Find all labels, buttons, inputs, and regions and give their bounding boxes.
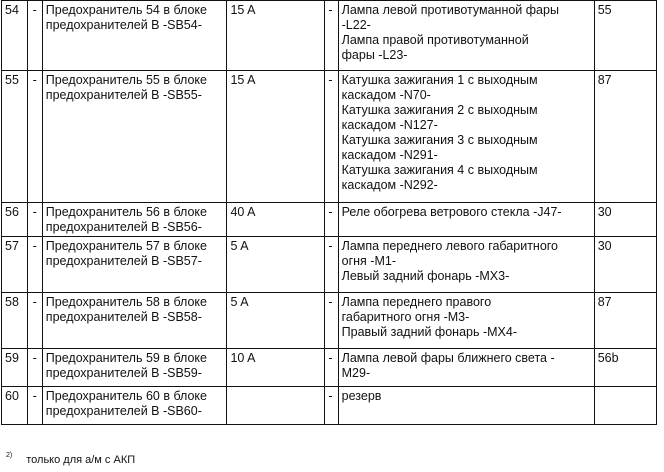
fuse-name-line: Предохранитель 60 в блоке xyxy=(45,389,207,403)
fuse-number: 58 xyxy=(2,293,28,349)
table-row xyxy=(2,71,657,203)
fuse-name-line: предохранителей B -SB59- xyxy=(45,366,202,380)
consumer-list-line: Лампа левой противотуманной фары xyxy=(341,3,559,17)
fuse-table xyxy=(1,0,657,425)
fuse-rating: 15 A xyxy=(227,71,325,203)
fuse-name-line: Предохранитель 56 в блоке xyxy=(45,205,207,219)
fuse-dash: - xyxy=(27,203,42,237)
consumer-list-line: Катушка зажигания 3 с выходным xyxy=(341,133,538,147)
consumer-list-line: фары -L23- xyxy=(341,48,408,62)
fuse-number: 57 xyxy=(2,237,28,293)
terminal: 87 xyxy=(594,71,656,203)
consumer-list-line: -L22- xyxy=(341,18,371,32)
fuse-name xyxy=(42,71,227,203)
terminal: 30 xyxy=(594,237,656,293)
footnote xyxy=(6,452,135,466)
consumer-list-line: Правый задний фонарь -MX4- xyxy=(341,325,517,339)
consumer-list-line: Левый задний фонарь -MX3- xyxy=(341,269,510,283)
fuse-dash: - xyxy=(27,237,42,293)
fuse-dash: - xyxy=(27,293,42,349)
consumer-list-line: Лампа левой фары ближнего света - xyxy=(341,351,555,365)
consumer-list-line: огня -M1- xyxy=(341,254,396,268)
fuse-rating xyxy=(227,387,325,425)
fuse-name-line: предохранителей B -SB57- xyxy=(45,254,202,268)
fuse-number: 54 xyxy=(2,1,28,71)
fuse-dash: - xyxy=(27,387,42,425)
fuse-number: 59 xyxy=(2,349,28,387)
fuse-name-line: Предохранитель 59 в блоке xyxy=(45,351,207,365)
consumer-list-line: Лампа переднего правого xyxy=(341,295,492,309)
fuse-name xyxy=(42,349,227,387)
terminal: 87 xyxy=(594,293,656,349)
consumer-list-line: Катушка зажигания 4 с выходным xyxy=(341,163,538,177)
consumer-dash: - xyxy=(325,71,338,203)
terminal xyxy=(594,387,656,425)
table-row xyxy=(2,237,657,293)
fuse-name xyxy=(42,387,227,425)
fuse-dash: - xyxy=(27,349,42,387)
consumer-list xyxy=(338,1,594,71)
consumer-list xyxy=(338,237,594,293)
consumer-dash: - xyxy=(325,387,338,425)
fuse-number: 56 xyxy=(2,203,28,237)
fuse-name-line: Предохранитель 55 в блоке xyxy=(45,73,207,87)
fuse-name-line: Предохранитель 58 в блоке xyxy=(45,295,207,309)
fuse-name-line: Предохранитель 54 в блоке xyxy=(45,3,207,17)
table-row xyxy=(2,387,657,425)
consumer-list-line: каскадом -N291- xyxy=(341,148,438,162)
terminal: 55 xyxy=(594,1,656,71)
fuse-name-line: предохранителей B -SB60- xyxy=(45,404,202,418)
terminal: 30 xyxy=(594,203,656,237)
fuse-name-line: предохранителей B -SB54- xyxy=(45,18,202,32)
fuse-dash: - xyxy=(27,71,42,203)
consumer-list xyxy=(338,71,594,203)
consumer-list-line: каскадом -N292- xyxy=(341,178,438,192)
fuse-rating: 5 A xyxy=(227,237,325,293)
fuse-rating: 5 A xyxy=(227,293,325,349)
consumer-dash: - xyxy=(325,203,338,237)
fuse-name-line: предохранителей B -SB55- xyxy=(45,88,202,102)
consumer-list-line: резерв xyxy=(341,389,382,403)
consumer-list xyxy=(338,349,594,387)
fuse-table-body xyxy=(2,1,657,425)
consumer-list-line: Лампа переднего левого габаритного xyxy=(341,239,559,253)
consumer-list-line: Катушка зажигания 2 с выходным xyxy=(341,103,538,117)
consumer-dash: - xyxy=(325,293,338,349)
fuse-rating: 10 A xyxy=(227,349,325,387)
table-row xyxy=(2,203,657,237)
consumer-list-line: Реле обогрева ветрового стекла -J47- xyxy=(341,205,562,219)
fuse-name-line: Предохранитель 57 в блоке xyxy=(45,239,207,253)
fuse-number: 60 xyxy=(2,387,28,425)
consumer-list xyxy=(338,203,594,237)
consumer-dash: - xyxy=(325,237,338,293)
consumer-list xyxy=(338,293,594,349)
fuse-name-line: предохранителей B -SB56- xyxy=(45,220,202,234)
consumer-list xyxy=(338,387,594,425)
consumer-list-line: габаритного огня -M3- xyxy=(341,310,470,324)
fuse-name xyxy=(42,237,227,293)
terminal: 56b xyxy=(594,349,656,387)
footnote-text: только для а/м с АКП xyxy=(26,454,136,466)
consumer-list-line: Лампа правой противотуманной xyxy=(341,33,529,47)
fuse-rating: 15 A xyxy=(227,1,325,71)
table-row xyxy=(2,1,657,71)
consumer-dash: - xyxy=(325,1,338,71)
fuse-rating: 40 A xyxy=(227,203,325,237)
table-row xyxy=(2,349,657,387)
fuse-dash: - xyxy=(27,1,42,71)
fuse-name xyxy=(42,1,227,71)
table-row xyxy=(2,293,657,349)
consumer-list-line: M29- xyxy=(341,366,371,380)
consumer-list-line: каскадом -N70- xyxy=(341,88,431,102)
consumer-dash: - xyxy=(325,349,338,387)
fuse-name xyxy=(42,293,227,349)
consumer-list-line: Катушка зажигания 1 с выходным xyxy=(341,73,538,87)
fuse-name xyxy=(42,203,227,237)
fuse-name-line: предохранителей B -SB58- xyxy=(45,310,202,324)
footnote-mark: 2) xyxy=(6,452,13,459)
fuse-number: 55 xyxy=(2,71,28,203)
consumer-list-line: каскадом -N127- xyxy=(341,118,438,132)
